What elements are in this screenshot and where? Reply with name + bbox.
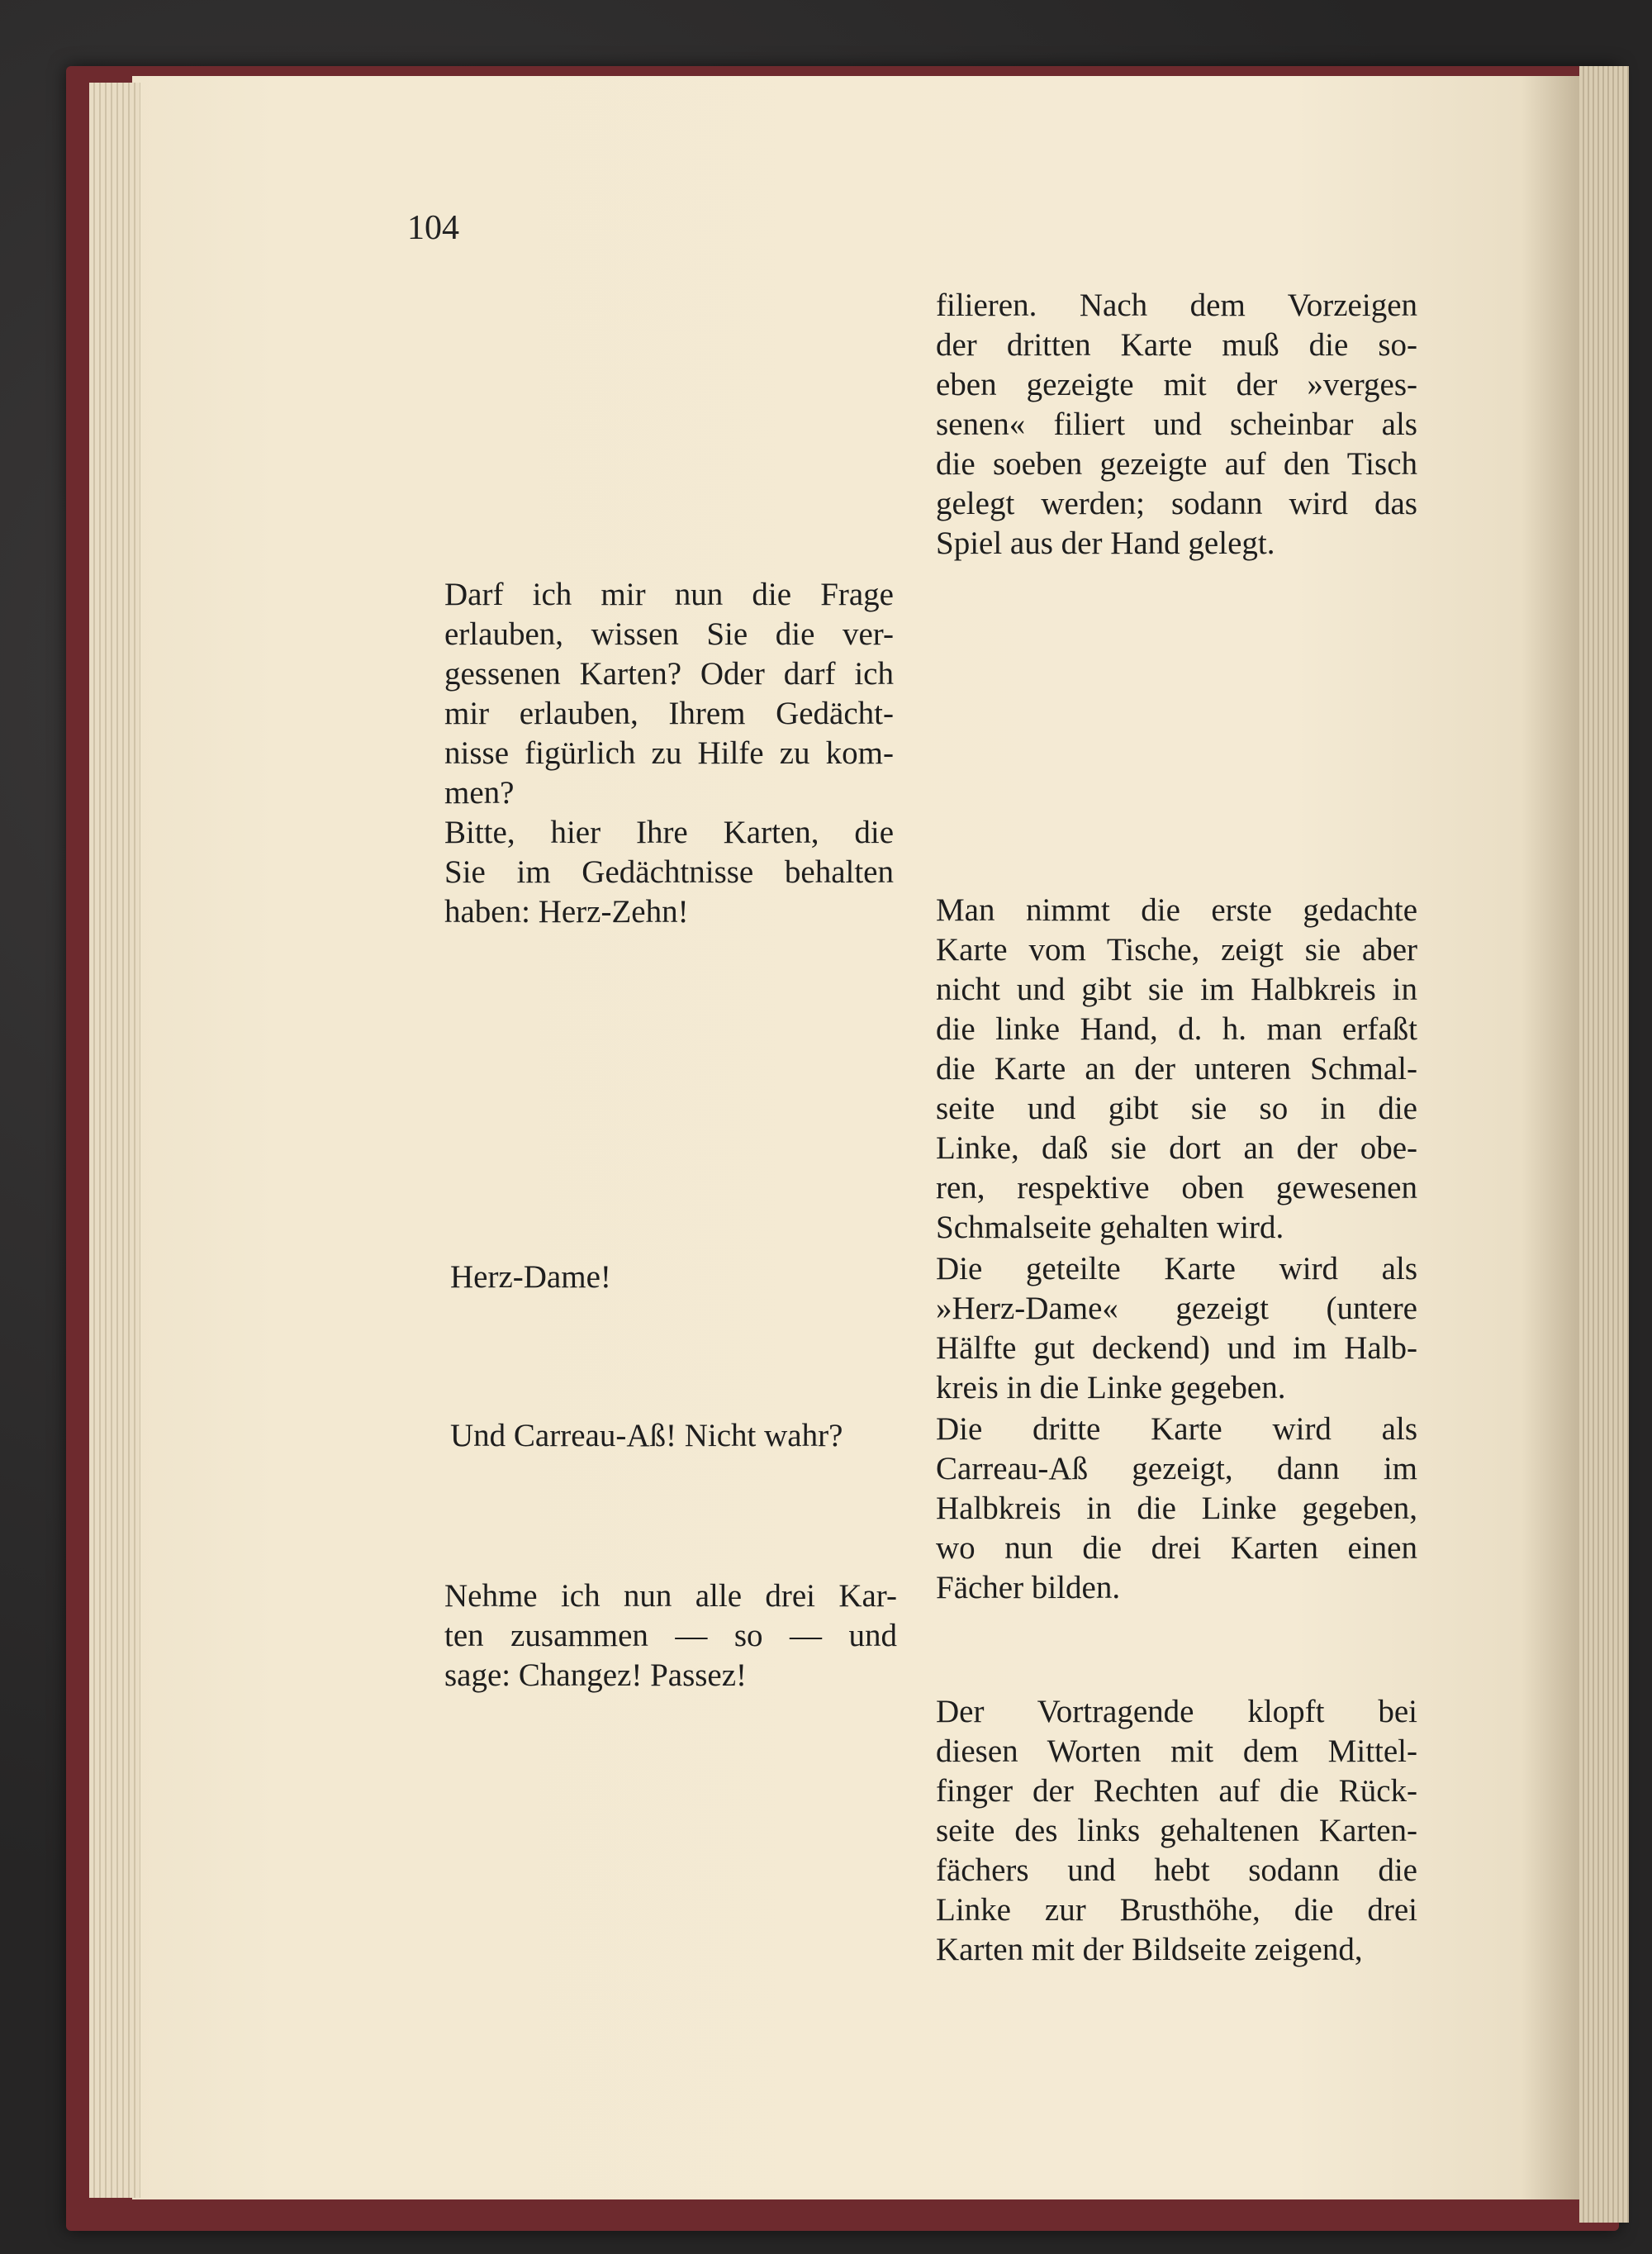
text-line: die linke Hand, d. h. man erfaßt <box>936 1011 1417 1047</box>
text-line: Bitte, hier Ihre Karten, die <box>444 815 894 850</box>
text-line: Halbkreis in die Linke gegeben, <box>936 1491 1417 1526</box>
text-line: erlauben, wissen Sie die ver- <box>444 616 894 652</box>
text-line: eben gezeigte mit der »verges- <box>936 367 1417 402</box>
text-line: ten zusammen — so — und <box>444 1618 897 1653</box>
text-line: Sie im Gedächtnisse behalten <box>444 854 894 890</box>
text-line: senen« filiert und scheinbar als <box>936 407 1417 442</box>
right-paragraph-2 <box>936 891 1417 1248</box>
text-line: Fächer bilden. <box>936 1570 1121 1605</box>
text-line: Der Vortragende klopft bei <box>936 1694 1417 1729</box>
text-line: »Herz-Dame« gezeigt (untere <box>936 1291 1417 1326</box>
left-paragraph-5 <box>444 1576 897 1695</box>
text-line: kreis in die Linke gegeben. <box>936 1370 1286 1405</box>
text-line: Karte vom Tische, zeigt sie aber <box>936 932 1417 968</box>
text-line: Linke zur Brusthöhe, die drei <box>936 1892 1417 1928</box>
text-line: ren, respektive oben gewesenen <box>936 1170 1417 1205</box>
facing-page-edges <box>1579 66 1629 2223</box>
text-line: Spiel aus der Hand gelegt. <box>936 525 1275 561</box>
text-line: Und Carreau-Aß! Nicht wahr? <box>450 1418 843 1453</box>
text-line: filieren. Nach dem Vorzeigen <box>936 288 1417 323</box>
left-paragraph-2 <box>444 813 894 932</box>
text-line: Die dritte Karte wird als <box>936 1411 1417 1447</box>
text-line: gelegt werden; sodann wird das <box>936 486 1417 521</box>
left-paragraph-4 <box>450 1416 896 1456</box>
text-line: Herz-Dame! <box>450 1259 611 1295</box>
text-line: Karten mit der Bildseite zeigend, <box>936 1932 1363 1967</box>
text-line: Schmalseite gehalten wird. <box>936 1210 1284 1245</box>
text-line: sage: Changez! Passez! <box>444 1657 748 1693</box>
text-line: Die geteilte Karte wird als <box>936 1251 1417 1286</box>
text-line: die soeben gezeigte auf den Tisch <box>936 446 1417 482</box>
page-number: 104 <box>407 209 459 247</box>
text-line: men? <box>444 775 515 811</box>
text-line: nisse figürlich zu Hilfe zu kom- <box>444 735 894 771</box>
text-line: der dritten Karte muß die so- <box>936 327 1417 363</box>
page-stack-edges <box>89 83 140 2198</box>
text-line: finger der Rechten auf die Rück- <box>936 1773 1417 1809</box>
text-line: haben: Herz-Zehn! <box>444 894 689 930</box>
right-paragraph-5 <box>936 1692 1417 1970</box>
text-line: wo nun die drei Karten einen <box>936 1530 1417 1566</box>
text-line: nicht und gibt sie im Halbkreis in <box>936 972 1417 1007</box>
text-line: Linke, daß sie dort an der obe- <box>936 1130 1417 1166</box>
text-line: seite des links gehaltenen Karten- <box>936 1813 1417 1848</box>
right-paragraph-4 <box>936 1410 1417 1608</box>
left-paragraph-1 <box>444 575 894 813</box>
text-line: Hälfte gut deckend) und im Halb- <box>936 1330 1417 1366</box>
left-paragraph-3 <box>450 1258 896 1297</box>
text-line: diesen Worten mit dem Mittel- <box>936 1733 1417 1769</box>
text-line: fächers und hebt sodann die <box>936 1852 1417 1888</box>
text-line: seite und gibt sie so in die <box>936 1091 1417 1126</box>
gutter-shadow <box>1521 76 1579 2199</box>
text-line: Carreau-Aß gezeigt, dann im <box>936 1451 1417 1486</box>
text-line: Nehme ich nun alle drei Kar- <box>444 1578 897 1614</box>
text-line: mir erlauben, Ihrem Gedächt- <box>444 696 894 731</box>
right-paragraph-1 <box>936 286 1417 564</box>
text-line: Darf ich mir nun die Frage <box>444 577 894 612</box>
right-paragraph-3 <box>936 1249 1417 1408</box>
text-line: die Karte an der unteren Schmal- <box>936 1051 1417 1087</box>
text-line: gessenen Karten? Oder darf ich <box>444 656 894 692</box>
text-line: Man nimmt die erste gedachte <box>936 892 1417 928</box>
